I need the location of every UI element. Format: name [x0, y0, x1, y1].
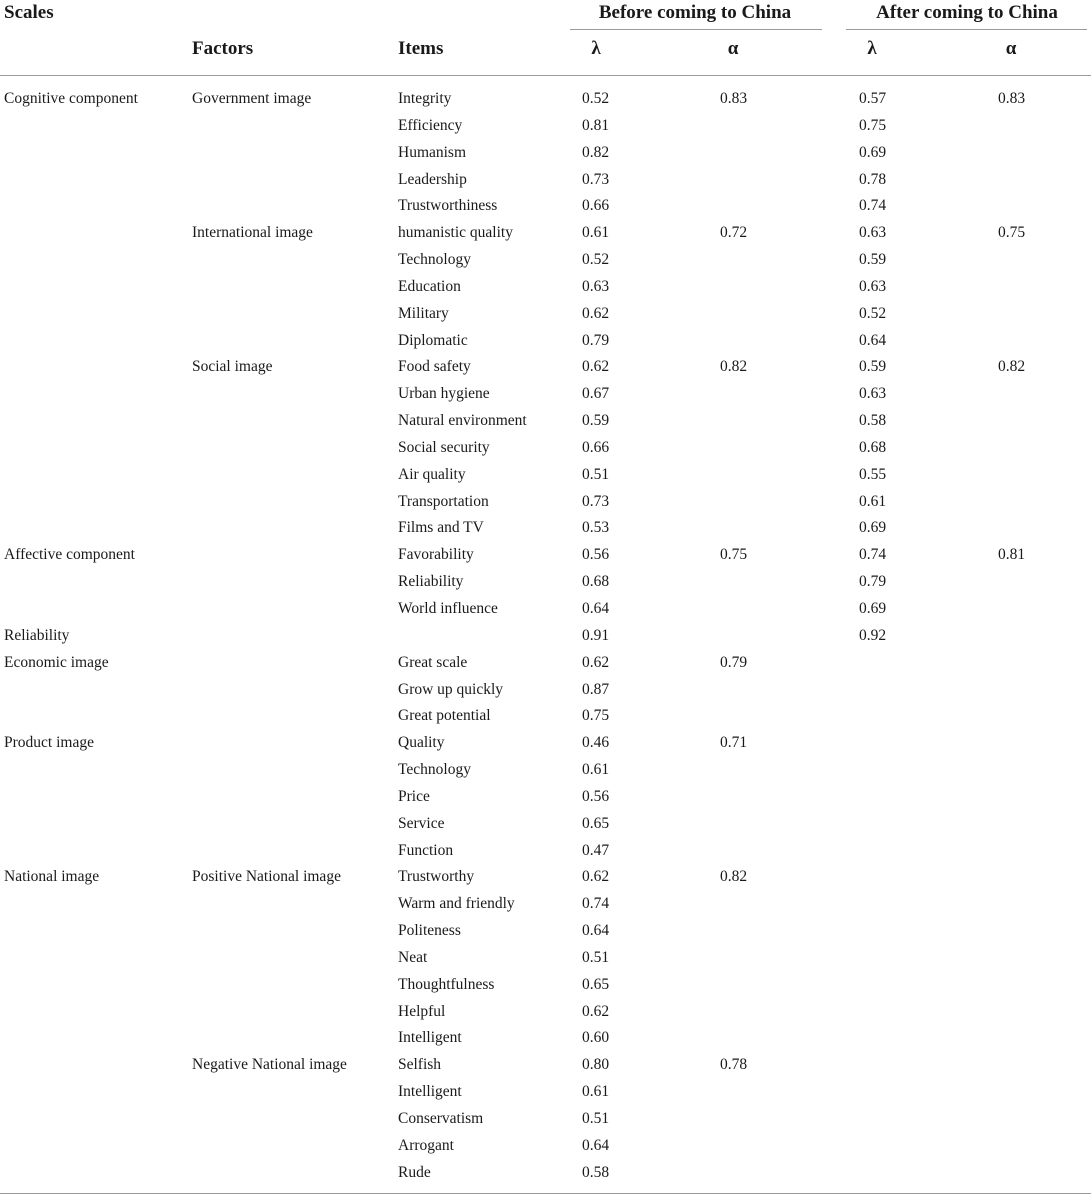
cell-after-alpha: 0.83 — [998, 90, 1026, 107]
cell-item: Great potential — [398, 707, 491, 725]
cell-before-lambda: 0.63 — [582, 277, 610, 295]
cell-item: Integrity — [398, 90, 452, 107]
cell-item: World influence — [398, 600, 498, 617]
cell-before-lambda: 0.66 — [582, 197, 610, 215]
cell-item: Social security — [398, 438, 490, 456]
cell-before-lambda: 0.46 — [582, 734, 610, 752]
cell-before-lambda: 0.66 — [582, 438, 610, 456]
cell-before-alpha: 0.72 — [720, 224, 748, 242]
header-items: Items — [398, 38, 444, 59]
cell-factor: Government image — [192, 90, 312, 107]
cell-before-lambda: 0.47 — [582, 841, 610, 859]
before-group-rule — [570, 29, 822, 30]
cell-item: Transportation — [398, 492, 489, 510]
cell-before-lambda: 0.74 — [582, 895, 610, 913]
header-factors: Factors — [192, 38, 254, 59]
cell-after-lambda: 0.92 — [859, 626, 887, 644]
cell-item: Grow up quickly — [398, 680, 504, 698]
cell-before-lambda: 0.81 — [582, 116, 610, 134]
cell-item: Technology — [398, 761, 471, 778]
cell-scale: Product image — [4, 734, 94, 752]
cell-item: Service — [398, 814, 445, 832]
header-rule — [0, 75, 1091, 76]
cell-after-alpha: 0.75 — [998, 224, 1026, 242]
cell-after-lambda: 0.59 — [859, 358, 887, 376]
cell-item: Leadership — [398, 170, 467, 188]
cell-before-lambda: 0.51 — [582, 948, 610, 966]
cell-item: Urban hygiene — [398, 385, 490, 403]
cell-after-lambda: 0.59 — [859, 251, 887, 268]
cell-item: Air quality — [398, 465, 466, 483]
cell-before-alpha: 0.83 — [720, 90, 748, 107]
cell-item: Great scale — [398, 653, 468, 671]
cell-before-lambda: 0.62 — [582, 1002, 610, 1020]
cell-item: Selfish — [398, 1056, 442, 1074]
cell-after-lambda: 0.68 — [859, 438, 887, 456]
cell-item: Films and TV — [398, 519, 484, 537]
cell-scale: Affective component — [4, 546, 135, 564]
cell-item: Efficiency — [398, 116, 463, 134]
cell-before-alpha: 0.82 — [720, 358, 748, 376]
cell-before-alpha: 0.82 — [720, 868, 748, 886]
cell-before-lambda: 0.52 — [582, 90, 610, 107]
cell-after-lambda: 0.74 — [859, 546, 887, 564]
cell-before-lambda: 0.75 — [582, 707, 610, 725]
cell-item: Education — [398, 277, 461, 295]
cell-after-alpha: 0.81 — [998, 546, 1026, 564]
cell-scale: Economic image — [4, 653, 109, 671]
cell-after-lambda: 0.63 — [859, 224, 887, 242]
cell-before-lambda: 0.79 — [582, 331, 610, 349]
cell-after-lambda: 0.64 — [859, 331, 887, 349]
cell-after-lambda: 0.61 — [859, 492, 887, 510]
cell-item: Diplomatic — [398, 331, 468, 349]
cell-item: Helpful — [398, 1002, 446, 1020]
cell-before-lambda: 0.62 — [582, 304, 610, 322]
cell-before-lambda: 0.65 — [582, 814, 610, 832]
cell-item: Rude — [398, 1163, 431, 1181]
cell-item: Thoughtfulness — [398, 975, 495, 993]
cell-before-lambda: 0.65 — [582, 975, 610, 993]
header-after-alpha: α — [1005, 38, 1017, 59]
cell-before-lambda: 0.51 — [582, 465, 610, 483]
cell-item: Humanism — [398, 143, 467, 161]
cell-item: Conservatism — [398, 1109, 484, 1127]
cell-before-lambda: 0.64 — [582, 922, 610, 939]
cell-before-lambda: 0.56 — [582, 787, 610, 805]
cell-item: Warm and friendly — [398, 895, 515, 913]
cell-item: Military — [398, 304, 449, 322]
header-before-group: Before coming to China — [598, 2, 792, 23]
cell-after-lambda: 0.78 — [859, 170, 887, 188]
cell-item: Technology — [398, 251, 471, 268]
cell-before-lambda: 0.61 — [582, 224, 610, 242]
cell-item: humanistic quality — [398, 224, 513, 242]
cell-after-lambda: 0.57 — [859, 90, 887, 107]
cell-before-alpha: 0.71 — [720, 734, 748, 752]
cell-item: Arrogant — [398, 1136, 454, 1154]
cell-factor: Social image — [192, 358, 273, 376]
cell-before-lambda: 0.64 — [582, 600, 610, 617]
cell-after-alpha: 0.82 — [998, 358, 1026, 376]
cell-before-lambda: 0.62 — [582, 868, 610, 886]
cell-before-lambda: 0.82 — [582, 143, 610, 161]
bottom-rule — [0, 1193, 1091, 1194]
cell-before-lambda: 0.61 — [582, 1083, 610, 1101]
cell-after-lambda: 0.74 — [859, 197, 887, 215]
header-after-group: After coming to China — [876, 2, 1058, 23]
cell-after-lambda: 0.79 — [859, 573, 887, 591]
header-after-lambda: λ — [867, 38, 877, 59]
cell-before-lambda: 0.91 — [582, 626, 610, 644]
cell-item: Price — [398, 787, 430, 805]
cell-before-lambda: 0.62 — [582, 653, 610, 671]
cell-before-lambda: 0.62 — [582, 358, 610, 376]
cell-factor: International image — [192, 224, 313, 242]
cell-item: Intelligent — [398, 1083, 462, 1101]
cell-after-lambda: 0.75 — [859, 116, 887, 134]
cell-before-lambda: 0.64 — [582, 1136, 610, 1154]
cell-before-lambda: 0.68 — [582, 573, 610, 591]
cell-after-lambda: 0.69 — [859, 600, 887, 617]
cell-after-lambda: 0.55 — [859, 465, 887, 483]
cell-item: Trustworthy — [398, 868, 475, 886]
cell-scale: Cognitive component — [4, 90, 138, 107]
cell-after-lambda: 0.58 — [859, 412, 887, 430]
cell-item: Natural environment — [398, 412, 527, 430]
cell-item: Favorability — [398, 546, 474, 564]
cell-after-lambda: 0.63 — [859, 277, 887, 295]
cell-item: Intelligent — [398, 1029, 462, 1047]
cell-factor: Negative National image — [192, 1056, 347, 1074]
cell-item: Food safety — [398, 358, 471, 376]
cell-after-lambda: 0.69 — [859, 143, 887, 161]
cell-before-lambda: 0.56 — [582, 546, 610, 564]
cell-before-lambda: 0.67 — [582, 385, 610, 403]
cell-item: Politeness — [398, 922, 461, 939]
cell-before-lambda: 0.61 — [582, 761, 610, 778]
cell-before-lambda: 0.60 — [582, 1029, 610, 1047]
cell-before-lambda: 0.52 — [582, 251, 610, 268]
cell-before-lambda: 0.73 — [582, 170, 610, 188]
cell-before-alpha: 0.79 — [720, 653, 748, 671]
cell-before-lambda: 0.53 — [582, 519, 610, 537]
cell-before-lambda: 0.59 — [582, 412, 610, 430]
header-before-lambda: λ — [591, 38, 601, 59]
cell-after-lambda: 0.69 — [859, 519, 887, 537]
cell-after-lambda: 0.63 — [859, 385, 887, 403]
cell-before-lambda: 0.87 — [582, 680, 610, 698]
cell-factor: Positive National image — [192, 868, 341, 886]
cell-item: Trustworthiness — [398, 197, 498, 215]
cell-before-lambda: 0.80 — [582, 1056, 610, 1074]
cell-item: Reliability — [398, 573, 464, 591]
cell-before-lambda: 0.51 — [582, 1109, 610, 1127]
cell-before-lambda: 0.58 — [582, 1163, 610, 1181]
cell-item: Quality — [398, 734, 445, 752]
header-scales: Scales — [4, 2, 54, 23]
cell-before-alpha: 0.78 — [720, 1056, 748, 1074]
cell-before-alpha: 0.75 — [720, 546, 748, 564]
after-group-rule — [846, 29, 1087, 30]
cell-scale: National image — [4, 868, 100, 886]
cell-item: Function — [398, 841, 454, 859]
cell-before-lambda: 0.73 — [582, 492, 610, 510]
cell-item: Neat — [398, 948, 428, 966]
cell-scale: Reliability — [4, 626, 70, 644]
header-before-alpha: α — [727, 38, 739, 59]
cell-after-lambda: 0.52 — [859, 304, 887, 322]
